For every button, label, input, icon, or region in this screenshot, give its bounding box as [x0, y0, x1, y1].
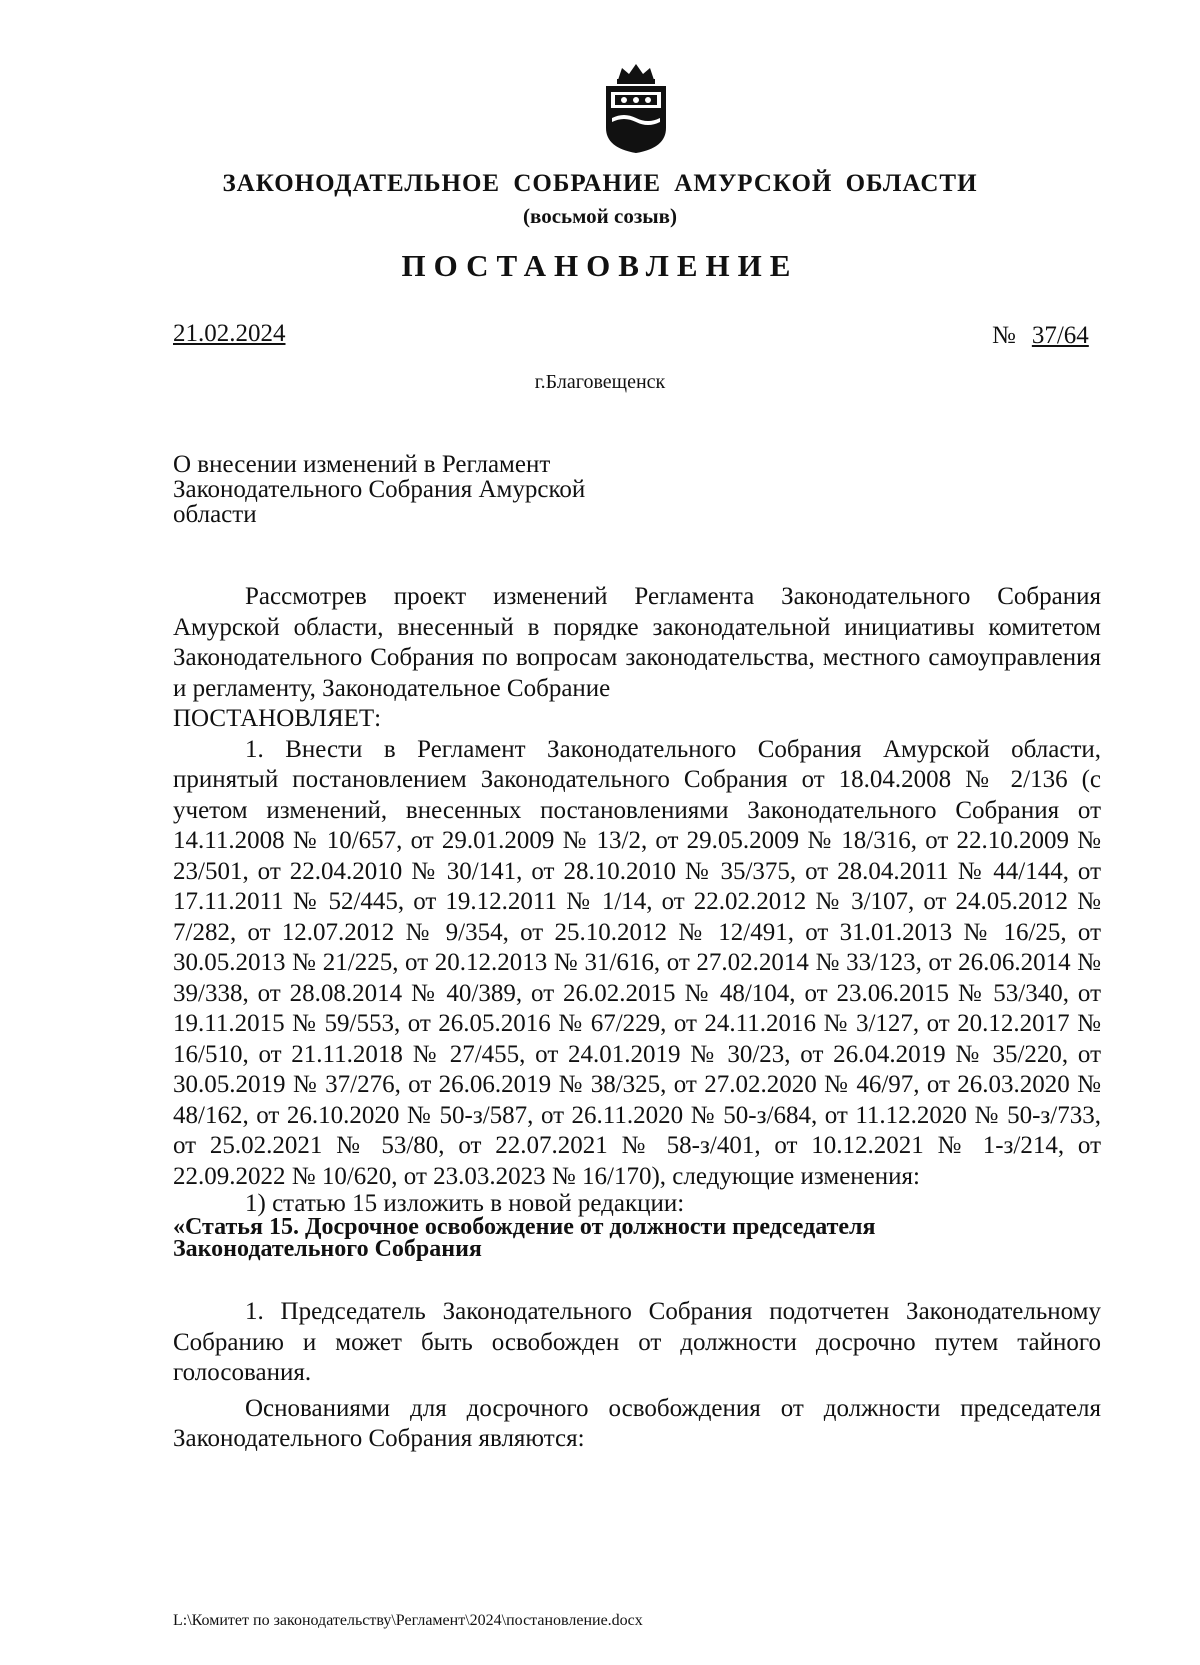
article-paragraph-1: 1. Председатель Законодательного Собрания подотчетен Законодательному Собранию и может быть освобожден от должности досрочно путем тайного голосования.	[173, 1298, 1101, 1386]
document-type-title: ПОСТАНОВЛЕНИЕ	[401, 248, 799, 283]
resolves-heading: ПОСТАНОВЛЯЕТ:	[173, 705, 382, 732]
intro-paragraph: Рассмотрев проект изменений Регламента Законодательного Собрания Амурской области, внесенный в порядке законодательной инициативы комитетом Законодательного Собрания по вопросам законодательства, местного самоуправления и регламенту, Законодательное Собрание	[173, 583, 1101, 702]
subject-line: области	[173, 501, 257, 528]
document-subject	[173, 452, 585, 527]
article-heading-line1: «Статья 15. Досрочное освобождение от должности председателя	[173, 1214, 876, 1240]
number-value: 37/64	[1031, 322, 1089, 349]
city-name: г.Благовещенск	[534, 371, 666, 393]
document-number	[992, 322, 1089, 350]
document-body	[173, 582, 1101, 1455]
article-paragraph-2: Основаниями для досрочного освобождения от должности председателя Законодательного Собрания являются:	[173, 1394, 1101, 1452]
subject-line: Законодательного Собрания Амурской	[173, 476, 586, 503]
subject-line: О внесении изменений в Регламент	[173, 451, 551, 478]
article-heading-line2: Законодательного Собрания	[173, 1236, 482, 1262]
file-path-footer: L:\Комитет по законодательству\Регламент\2024\постановление.docx	[173, 1612, 643, 1629]
number-sign: №	[992, 322, 1016, 349]
organization-name: ЗАКОНОДАТЕЛЬНОЕ СОБРАНИЕ АМУРСКОЙ ОБЛАСТИ	[222, 170, 978, 197]
item-1-paragraph: 1. Внести в Регламент Законодательного Собрания Амурской области, принятый постановлением Законодательного Собрания от 18.04.2008 № 2/136 (с учетом изменений, внесенных постановлениями Законодательного Собрания от 14.11.2008 № 10/657, от 29.01.2009 № 13/2, от 29.05.2009 № 18/316, от 22.10.2009 № 23/501, от 22.04.2010 № 30/141, от 28.10.2010 № 35/375, от 28.04.2011 № 44/144, от 17.11.2011 № 52/445, от 19.12.2011 № 1/14, от 22.02.2012 № 3/107, от 24.05.2012 № 7/282, от 12.07.2012 № 9/354, от 25.10.2012 № 12/491, от 31.01.2013 № 16/25, от 30.05.2013 № 21/225, от 20.12.2013 № 31/616, от 27.02.2014 № 33/123, от 26.06.2014 № 39/338, от 28.08.2014 № 40/389, от 26.02.2015 № 48/104, от 23.06.2015 № 53/340, от 19.11.2015 № 59/553, от 26.05.2016 № 67/229, от 24.11.2016 № 3/127, от 20.12.2017 № 16/510, от 21.11.2018 № 27/455, от 24.01.2019 № 30/23, от 26.04.2019 № 35/220, от 30.05.2019 № 37/276, от 26.06.2019 № 38/325, от 27.02.2020 № 46/97, от 26.03.2020 № 48/162, от 26.10.2020 № 50-з/587, от 26.11.2020 № 50-з/684, от 11.12.2020 № 50-з/733, от 25.02.2021 № 53/80, от 22.07.2021 № 58-з/401, от 10.12.2021 № 1-з/214, от 22.09.2022 № 10/620, от 23.03.2023 № 16/170), следующие изменения:	[173, 735, 1101, 1190]
document-date: 21.02.2024	[173, 320, 286, 347]
convocation-label: (восьмой созыв)	[523, 204, 677, 228]
coat-of-arms-emblem	[602, 62, 670, 154]
subitem-1-paragraph: 1) статью 15 изложить в новой редакции:	[245, 1190, 685, 1217]
